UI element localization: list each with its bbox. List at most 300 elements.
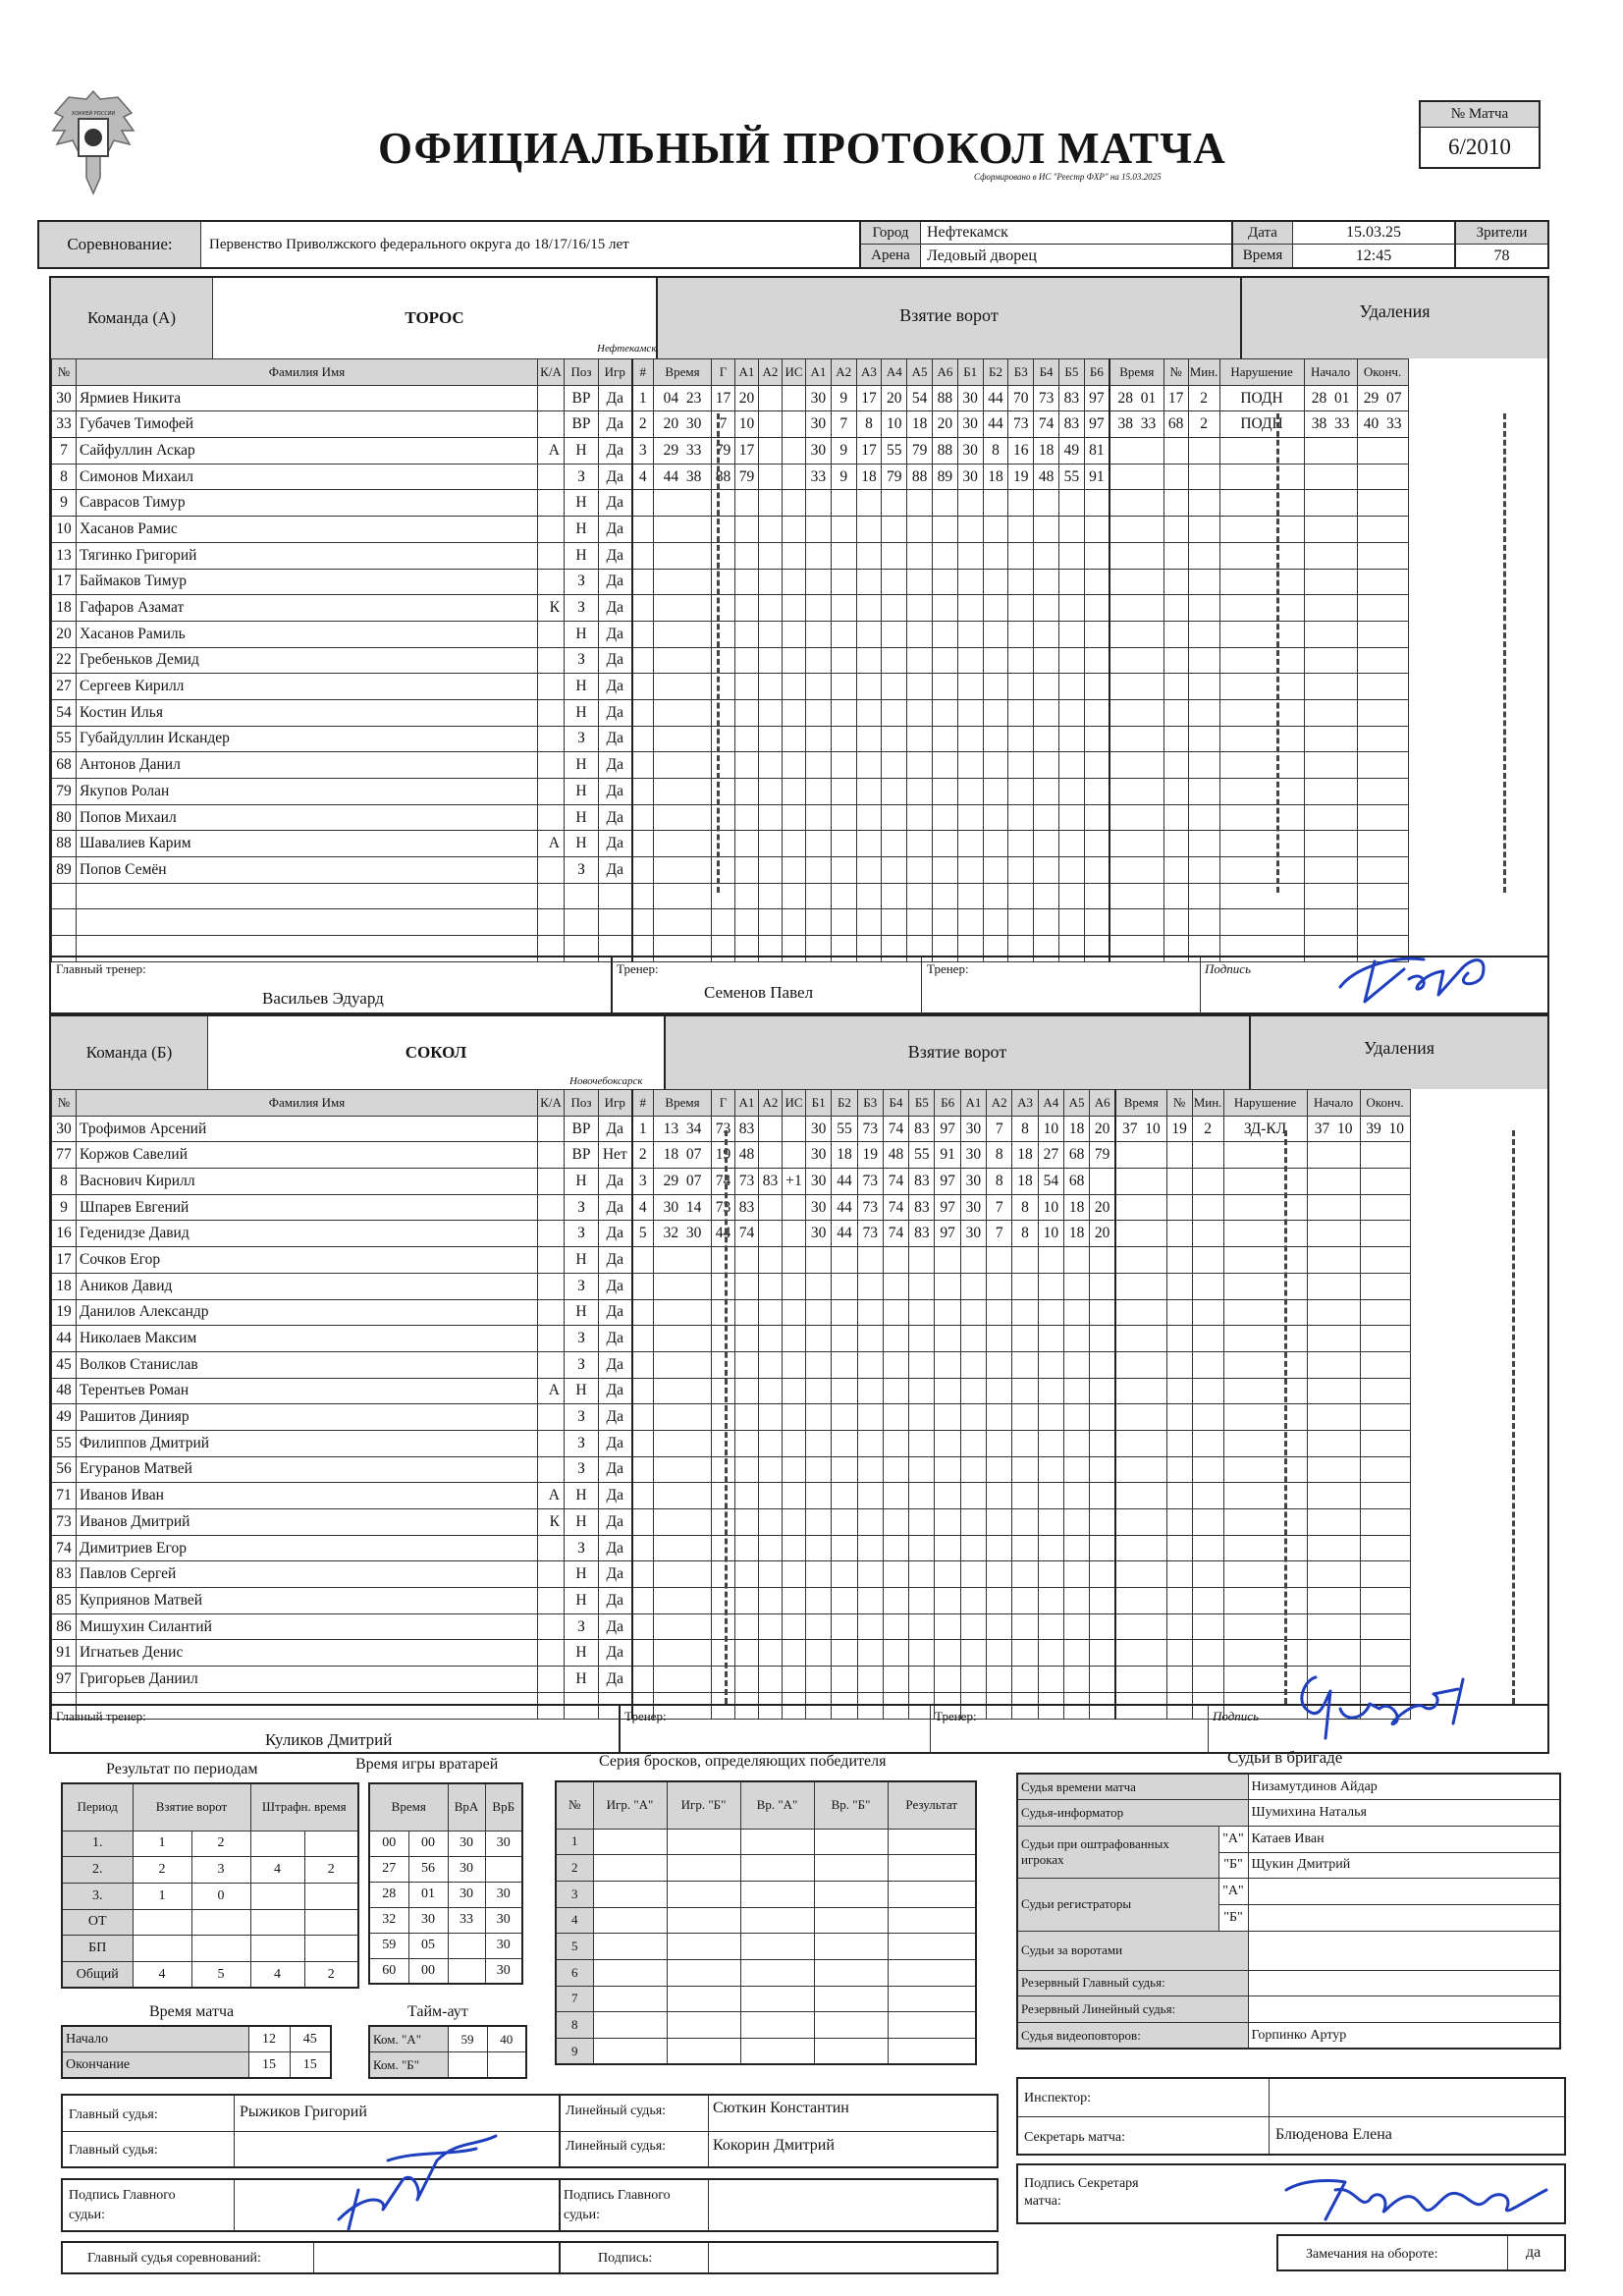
goalie-value: 60 bbox=[369, 1958, 408, 1984]
penalty-end bbox=[1357, 804, 1408, 831]
shootout-round: 9 bbox=[556, 2039, 593, 2065]
period-value: 4 bbox=[250, 1961, 304, 1988]
penalty-end bbox=[1360, 1535, 1410, 1561]
penalty-start bbox=[1304, 857, 1357, 884]
penalty-player bbox=[1163, 621, 1188, 647]
empty-cell bbox=[52, 909, 77, 936]
on-ice-player bbox=[957, 883, 983, 909]
goal-scorer-col bbox=[759, 1326, 783, 1352]
on-ice-player: 97 bbox=[935, 1221, 960, 1247]
official-value bbox=[1248, 1904, 1560, 1931]
goal-scorer-col bbox=[712, 726, 735, 752]
goal-scorer-col bbox=[712, 621, 735, 647]
on-ice-player bbox=[983, 857, 1008, 884]
on-ice-player bbox=[883, 1273, 908, 1299]
on-ice-player bbox=[856, 674, 882, 700]
penalty-player bbox=[1166, 1588, 1192, 1614]
goalie-value: 30 bbox=[448, 1856, 485, 1882]
on-ice-player: 7 bbox=[987, 1221, 1012, 1247]
player-number: 73 bbox=[52, 1509, 77, 1536]
on-ice-player bbox=[1084, 621, 1109, 647]
goalie-b-col: ВрБ bbox=[485, 1783, 522, 1831]
team-b-coach-label: Тренер: bbox=[624, 1709, 667, 1723]
goal-scorer-col bbox=[783, 857, 806, 884]
penalty-infraction bbox=[1219, 726, 1304, 752]
penalty-infraction bbox=[1223, 1299, 1307, 1326]
goal-scorer-col bbox=[783, 1273, 806, 1299]
on-ice-player bbox=[907, 490, 933, 517]
penalty-player bbox=[1163, 779, 1188, 805]
player-number: 85 bbox=[52, 1588, 77, 1614]
on-ice-player: 73 bbox=[857, 1221, 883, 1247]
penalty-infraction bbox=[1223, 1247, 1307, 1274]
goal-scorer-col bbox=[735, 1535, 759, 1561]
empty-cell bbox=[538, 883, 565, 909]
player-played: Да bbox=[599, 1640, 632, 1667]
goal-number bbox=[632, 752, 654, 779]
penalty-time bbox=[1109, 569, 1163, 595]
on-ice-player bbox=[1038, 1535, 1063, 1561]
on-ice-header: А2 bbox=[831, 359, 856, 386]
team-b-pen-divider-2 bbox=[1512, 1130, 1515, 1704]
on-ice-player bbox=[1063, 1483, 1089, 1509]
on-ice-player bbox=[856, 595, 882, 622]
on-ice-player bbox=[883, 1299, 908, 1326]
player-captain bbox=[538, 1221, 565, 1247]
goal-scorer-col: 79 bbox=[735, 464, 759, 490]
goal-time bbox=[654, 1667, 712, 1693]
on-ice-player bbox=[1034, 621, 1059, 647]
goal-scorer-col bbox=[735, 1326, 759, 1352]
penalty-end bbox=[1357, 438, 1408, 465]
on-ice-player bbox=[1012, 1430, 1038, 1456]
shootout-cell bbox=[814, 1907, 888, 1934]
goal-scorer-col bbox=[735, 726, 759, 752]
goal-scorer-col bbox=[735, 647, 759, 674]
on-ice-player bbox=[987, 1509, 1012, 1536]
goal-scorer-col bbox=[759, 647, 783, 674]
goal-time bbox=[654, 411, 712, 438]
goal-number bbox=[632, 1404, 654, 1431]
player-captain: К bbox=[538, 595, 565, 622]
main-ref-1: Рыжиков Григорий bbox=[240, 2104, 367, 2120]
player-played: Да bbox=[599, 517, 632, 543]
on-ice-player bbox=[1090, 1456, 1115, 1483]
official-side: "А" bbox=[1218, 1879, 1248, 1905]
player-played: Да bbox=[599, 779, 632, 805]
on-ice-player bbox=[857, 1509, 883, 1536]
on-ice-player bbox=[935, 1588, 960, 1614]
on-ice-player: 30 bbox=[960, 1221, 986, 1247]
player-position: Н bbox=[565, 699, 599, 726]
on-ice-player bbox=[883, 1483, 908, 1509]
on-ice-player: 30 bbox=[957, 438, 983, 465]
penalty-minutes bbox=[1188, 517, 1219, 543]
on-ice-player bbox=[831, 517, 856, 543]
penalty-end bbox=[1360, 1483, 1410, 1509]
on-ice-player bbox=[1090, 1430, 1115, 1456]
period-label: 3. bbox=[62, 1883, 133, 1909]
on-ice-player bbox=[983, 621, 1008, 647]
on-ice-player bbox=[882, 831, 907, 857]
goal-scorer-col bbox=[735, 1588, 759, 1614]
on-ice-player bbox=[806, 726, 832, 752]
player-number: 68 bbox=[52, 752, 77, 779]
timeout-a-label: Ком. "А" bbox=[369, 2026, 448, 2052]
on-ice-player bbox=[932, 569, 957, 595]
goal-scorer-col bbox=[759, 779, 783, 805]
team-b-coach2-label: Тренер: bbox=[935, 1709, 977, 1723]
goal-scorer-col bbox=[735, 1273, 759, 1299]
player-captain: А bbox=[538, 1483, 565, 1509]
penalty-end bbox=[1360, 1430, 1410, 1456]
on-ice-player bbox=[831, 779, 856, 805]
on-ice-player bbox=[935, 1404, 960, 1431]
shootout-header: Игр. "Б" bbox=[667, 1781, 740, 1829]
on-ice-player bbox=[857, 1483, 883, 1509]
on-ice-player: 16 bbox=[1008, 438, 1034, 465]
player-captain bbox=[538, 779, 565, 805]
periods-box bbox=[61, 1782, 359, 1989]
penalty-end bbox=[1360, 1116, 1410, 1142]
goal-scorer-col bbox=[712, 1351, 735, 1378]
on-ice-player bbox=[983, 647, 1008, 674]
on-ice-player bbox=[831, 909, 856, 936]
on-ice-player: 30 bbox=[806, 411, 832, 438]
on-ice-player bbox=[960, 1404, 986, 1431]
on-ice-player bbox=[832, 1456, 857, 1483]
player-captain bbox=[538, 857, 565, 884]
penalty-minutes bbox=[1188, 569, 1219, 595]
penalty-time bbox=[1109, 621, 1163, 647]
goal-number bbox=[632, 621, 654, 647]
penalty-time bbox=[1115, 1351, 1166, 1378]
penalty-minutes bbox=[1188, 883, 1219, 909]
on-ice-player: 70 bbox=[1008, 385, 1034, 411]
goal-min: 13 bbox=[663, 1120, 679, 1137]
penalty-player bbox=[1163, 804, 1188, 831]
penalty-minutes bbox=[1192, 1535, 1223, 1561]
goal-scorer-col bbox=[783, 517, 806, 543]
on-ice-player bbox=[1063, 1640, 1089, 1667]
goal-scorer-col bbox=[783, 464, 806, 490]
penalty-player bbox=[1166, 1667, 1192, 1693]
player-name: Николаев Максим bbox=[77, 1326, 538, 1352]
penalty-end bbox=[1360, 1404, 1410, 1431]
shootout-cell bbox=[740, 1986, 814, 2012]
on-ice-player bbox=[1038, 1640, 1063, 1667]
period-value: 1 bbox=[133, 1831, 191, 1857]
player-name: Мишухин Силантий bbox=[77, 1613, 538, 1640]
on-ice-player bbox=[935, 1299, 960, 1326]
on-ice-header: Б3 bbox=[857, 1090, 883, 1117]
shootout-cell bbox=[667, 2012, 740, 2039]
on-ice-player bbox=[1058, 857, 1084, 884]
goal-scorer-col bbox=[783, 1247, 806, 1274]
shootout-cell bbox=[667, 1986, 740, 2012]
on-ice-player bbox=[935, 1247, 960, 1274]
on-ice-player bbox=[983, 752, 1008, 779]
penalty-player bbox=[1166, 1509, 1192, 1536]
goal-scorer-col bbox=[783, 1509, 806, 1536]
player-number: 9 bbox=[52, 1194, 77, 1221]
goal-number bbox=[632, 1509, 654, 1536]
goal-scorer-col bbox=[783, 909, 806, 936]
on-ice-player bbox=[856, 909, 882, 936]
goal-scorer-col bbox=[759, 1588, 783, 1614]
player-captain bbox=[538, 1273, 565, 1299]
on-ice-player bbox=[983, 831, 1008, 857]
goal-scorer-col bbox=[712, 569, 735, 595]
penalty-player bbox=[1163, 883, 1188, 909]
on-ice-player bbox=[1038, 1299, 1063, 1326]
shootout-cell bbox=[888, 2012, 976, 2039]
on-ice-player bbox=[856, 831, 882, 857]
player-position: Н bbox=[565, 831, 599, 857]
period-value: 2 bbox=[133, 1857, 191, 1884]
goalie-value: 30 bbox=[485, 1958, 522, 1984]
penalty-time bbox=[1115, 1667, 1166, 1693]
on-ice-player bbox=[1008, 831, 1034, 857]
player-name: Хасанов Рамиль bbox=[77, 621, 538, 647]
on-ice-player bbox=[1038, 1378, 1063, 1404]
on-ice-player bbox=[1084, 831, 1109, 857]
shootout-cell bbox=[888, 1907, 976, 1934]
pen-min: 38 bbox=[1117, 415, 1133, 433]
on-ice-player bbox=[856, 490, 882, 517]
on-ice-player bbox=[1012, 1273, 1038, 1299]
on-ice-player bbox=[1090, 1299, 1115, 1326]
on-ice-header: Б3 bbox=[1008, 359, 1034, 386]
penalty-end bbox=[1360, 1456, 1410, 1483]
player-row bbox=[52, 1299, 1411, 1326]
col-pos: Поз bbox=[565, 1090, 599, 1117]
on-ice-header: Б4 bbox=[883, 1090, 908, 1117]
player-played: Да bbox=[599, 1535, 632, 1561]
player-position: З bbox=[565, 1221, 599, 1247]
on-ice-player bbox=[935, 1456, 960, 1483]
on-ice-player bbox=[1034, 517, 1059, 543]
on-ice-player bbox=[832, 1273, 857, 1299]
player-row bbox=[52, 857, 1409, 884]
goal-scorer-col bbox=[735, 1483, 759, 1509]
shootout-cell bbox=[593, 1829, 667, 1855]
penalty-minutes bbox=[1188, 752, 1219, 779]
player-name: Васнович Кирилл bbox=[77, 1169, 538, 1195]
match-end-mm: 15 bbox=[290, 2052, 331, 2079]
penalty-minutes bbox=[1188, 438, 1219, 465]
goal-scorer-col bbox=[759, 1221, 783, 1247]
goal-number bbox=[632, 595, 654, 622]
on-ice-header: Б5 bbox=[1058, 359, 1084, 386]
goal-time bbox=[654, 1378, 712, 1404]
player-row bbox=[52, 726, 1409, 752]
on-ice-player bbox=[987, 1326, 1012, 1352]
player-played: Да bbox=[599, 1299, 632, 1326]
penalty-player bbox=[1163, 490, 1188, 517]
player-played: Да bbox=[599, 438, 632, 465]
penalty-infraction bbox=[1223, 1326, 1307, 1352]
on-ice-player bbox=[1034, 674, 1059, 700]
on-ice-player bbox=[1084, 490, 1109, 517]
empty-cell bbox=[565, 909, 599, 936]
on-ice-player bbox=[957, 726, 983, 752]
player-row bbox=[52, 542, 1409, 569]
penalty-end bbox=[1357, 647, 1408, 674]
penalty-minutes bbox=[1192, 1456, 1223, 1483]
period-value bbox=[250, 1936, 304, 1962]
on-ice-player bbox=[960, 1613, 986, 1640]
goal-scorer-col bbox=[783, 726, 806, 752]
goal-scorer-col bbox=[712, 883, 735, 909]
on-ice-player bbox=[883, 1351, 908, 1378]
penalty-minutes bbox=[1192, 1194, 1223, 1221]
penalty-player bbox=[1166, 1142, 1192, 1169]
shootout-cell bbox=[740, 1881, 814, 1907]
pen-start-min: 38 bbox=[1311, 415, 1327, 433]
goal-time bbox=[654, 385, 712, 411]
penalty-infraction: ПОДН bbox=[1219, 385, 1304, 411]
on-ice-player: 30 bbox=[957, 385, 983, 411]
on-ice-player bbox=[1084, 726, 1109, 752]
line-ref-label-1: Линейный судья: bbox=[566, 2104, 667, 2118]
player-name: Данилов Александр bbox=[77, 1299, 538, 1326]
goal-scorer-col bbox=[735, 857, 759, 884]
penalty-player bbox=[1163, 464, 1188, 490]
pen-end-sec: 10 bbox=[1388, 1120, 1404, 1137]
goal-time bbox=[654, 779, 712, 805]
penalty-start bbox=[1304, 385, 1357, 411]
shootout-cell bbox=[888, 1986, 976, 2012]
periods-title: Результат по периодам bbox=[106, 1761, 258, 1777]
player-played: Да bbox=[599, 1169, 632, 1195]
on-ice-player bbox=[987, 1273, 1012, 1299]
penalty-start bbox=[1304, 595, 1357, 622]
goal-time bbox=[654, 1404, 712, 1431]
period-value: 2 bbox=[304, 1857, 358, 1884]
on-ice-player bbox=[1084, 857, 1109, 884]
pen-start-sec: 33 bbox=[1333, 415, 1350, 433]
on-ice-player bbox=[1084, 542, 1109, 569]
goal-time bbox=[654, 1509, 712, 1536]
player-captain bbox=[538, 1430, 565, 1456]
goal-min: 32 bbox=[663, 1225, 679, 1242]
player-name: Губачев Тимофей bbox=[77, 411, 538, 438]
on-ice-player bbox=[957, 752, 983, 779]
penalty-player: 68 bbox=[1163, 411, 1188, 438]
on-ice-player bbox=[935, 1535, 960, 1561]
on-ice-player: 18 bbox=[907, 411, 933, 438]
on-ice-player bbox=[1012, 1351, 1038, 1378]
player-row bbox=[52, 438, 1409, 465]
goal-scorer-col bbox=[783, 1116, 806, 1142]
logo bbox=[49, 83, 137, 201]
on-ice-player bbox=[1034, 595, 1059, 622]
on-ice-player bbox=[1012, 1247, 1038, 1274]
on-ice-player: 30 bbox=[806, 438, 832, 465]
player-name: Хасанов Рамис bbox=[77, 517, 538, 543]
on-ice-player: 97 bbox=[935, 1116, 960, 1142]
penalty-minutes bbox=[1192, 1169, 1223, 1195]
goal-number bbox=[632, 674, 654, 700]
secretary-sign-label: Подпись Секретаря матча: bbox=[1024, 2176, 1139, 2209]
penalty-minutes bbox=[1188, 857, 1219, 884]
match-time-box bbox=[61, 2025, 332, 2079]
player-captain bbox=[538, 1194, 565, 1221]
player-position: З bbox=[565, 726, 599, 752]
penalty-time bbox=[1109, 883, 1163, 909]
goal-scorer-col bbox=[735, 804, 759, 831]
period-value: 2 bbox=[304, 1961, 358, 1988]
goalie-value bbox=[485, 1856, 522, 1882]
on-ice-header: Б1 bbox=[806, 1090, 832, 1117]
player-captain bbox=[538, 1299, 565, 1326]
penalty-time bbox=[1109, 699, 1163, 726]
on-ice-player: 17 bbox=[856, 438, 882, 465]
goal-scorer-col bbox=[783, 569, 806, 595]
period-value: 4 bbox=[133, 1961, 191, 1988]
on-ice-player bbox=[1008, 857, 1034, 884]
player-played: Да bbox=[599, 1509, 632, 1536]
on-ice-player bbox=[1084, 883, 1109, 909]
on-ice-player bbox=[957, 621, 983, 647]
player-number: 77 bbox=[52, 1142, 77, 1169]
penalty-time bbox=[1109, 674, 1163, 700]
on-ice-player: 83 bbox=[909, 1221, 935, 1247]
on-ice-player bbox=[832, 1588, 857, 1614]
goal-number bbox=[632, 517, 654, 543]
on-ice-player bbox=[1008, 909, 1034, 936]
penalty-end bbox=[1357, 883, 1408, 909]
on-ice-player bbox=[1038, 1456, 1063, 1483]
goal-scorer-col bbox=[735, 674, 759, 700]
on-ice-player bbox=[983, 569, 1008, 595]
on-ice-player bbox=[806, 1378, 832, 1404]
player-played: Да bbox=[599, 1613, 632, 1640]
shootout-header: № bbox=[556, 1781, 593, 1829]
goal-time bbox=[654, 490, 712, 517]
goal-scorer-col bbox=[783, 1613, 806, 1640]
team-a-time-divider bbox=[717, 413, 720, 893]
goal-scorer-col bbox=[759, 621, 783, 647]
spectators-label: Зрители bbox=[1456, 222, 1547, 245]
player-name: Терентьев Роман bbox=[77, 1378, 538, 1404]
period-value bbox=[250, 1831, 304, 1857]
on-ice-player bbox=[1063, 1247, 1089, 1274]
on-ice-player bbox=[1008, 490, 1034, 517]
pen-start-sec: 01 bbox=[1333, 389, 1350, 407]
penalty-player bbox=[1166, 1456, 1192, 1483]
shootout-round: 3 bbox=[556, 1881, 593, 1907]
on-ice-player: 79 bbox=[1090, 1142, 1115, 1169]
player-played: Да bbox=[599, 542, 632, 569]
goal-sec: 38 bbox=[685, 467, 702, 485]
on-ice-player bbox=[882, 804, 907, 831]
period-value bbox=[191, 1909, 250, 1936]
player-played: Да bbox=[599, 1247, 632, 1274]
on-ice-player: 97 bbox=[935, 1169, 960, 1195]
penalty-time bbox=[1115, 1116, 1166, 1142]
on-ice-player bbox=[1084, 674, 1109, 700]
penalty-end bbox=[1360, 1613, 1410, 1640]
team-b-time-divider bbox=[725, 1130, 728, 1704]
document-title: ОФИЦИАЛЬНЫЙ ПРОТОКОЛ МАТЧА bbox=[378, 124, 1226, 173]
team-a-coach-label: Тренер: bbox=[617, 961, 659, 976]
on-ice-player: 30 bbox=[806, 1142, 832, 1169]
on-ice-player bbox=[1038, 1509, 1063, 1536]
goal-scorer-col: 73 bbox=[735, 1169, 759, 1195]
on-ice-player bbox=[983, 779, 1008, 805]
